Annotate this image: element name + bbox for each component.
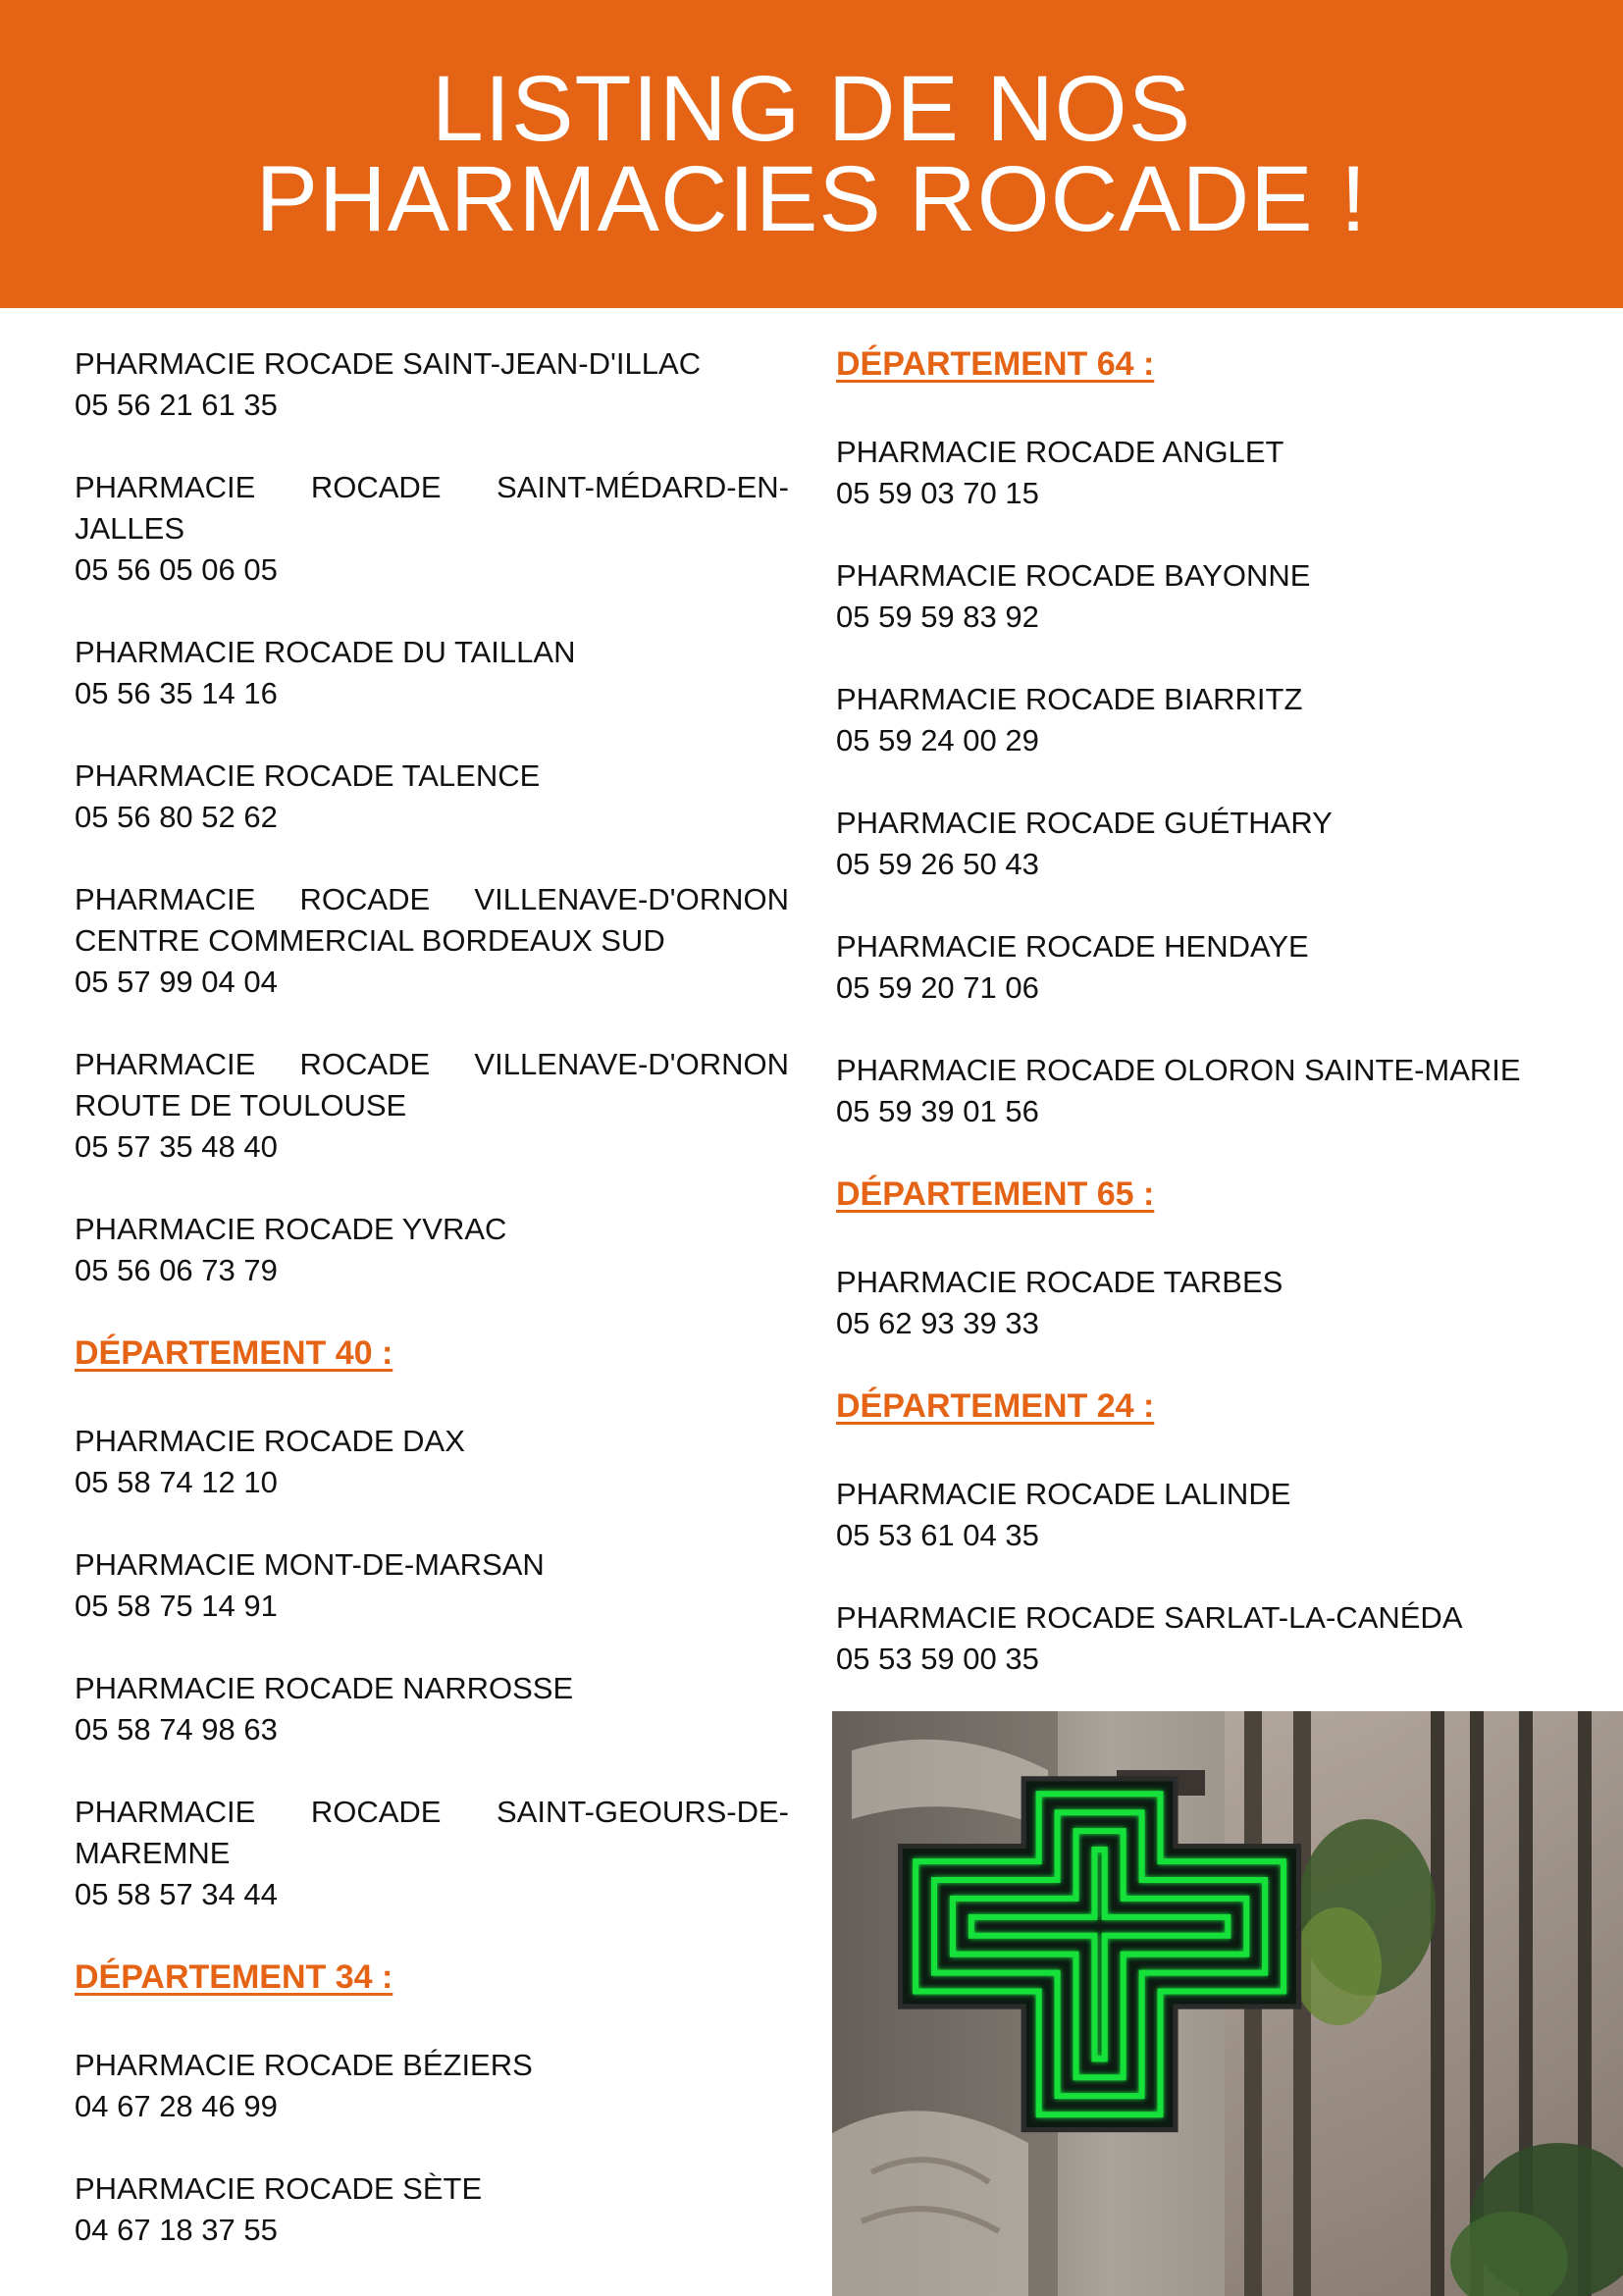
pharmacy-phone: 04 67 28 46 99 [75, 2089, 278, 2123]
pharmacy-phone: 05 59 24 00 29 [836, 723, 1039, 757]
department-heading-65: DÉPARTEMENT 65 : [836, 1175, 1155, 1213]
pharmacy-entry [75, 756, 789, 838]
department-heading-64: DÉPARTEMENT 64 : [836, 345, 1155, 383]
pharmacy-name: PHARMACIE ROCADE BIARRITZ [836, 682, 1303, 716]
pharmacy-entry [836, 1597, 1582, 1680]
pharmacy-phone: 05 56 35 14 16 [75, 676, 278, 710]
pharmacy-entry [75, 2045, 789, 2127]
department-heading-34: DÉPARTEMENT 34 : [75, 1958, 393, 1996]
pharmacy-name: PHARMACIE ROCADE TARBES [836, 1265, 1283, 1299]
pharmacy-name: PHARMACIE ROCADE GUÉTHARY [836, 806, 1333, 840]
department-heading-24: DÉPARTEMENT 24 : [836, 1387, 1155, 1425]
pharmacy-name: PHARMACIE ROCADE VILLENAVE-D'ORNON ROUTE DE TOULOUSE [75, 1047, 789, 1122]
pharmacy-entry [836, 1262, 1582, 1344]
pharmacy-phone: 05 57 99 04 04 [75, 965, 278, 999]
pharmacy-phone: 05 58 74 12 10 [75, 1465, 278, 1499]
pharmacy-phone: 05 53 61 04 35 [836, 1518, 1039, 1552]
pharmacy-name: PHARMACIE ROCADE BÉZIERS [75, 2048, 533, 2082]
pharmacy-entry [75, 632, 789, 714]
page-header [0, 0, 1623, 308]
pharmacy-phone: 05 56 06 73 79 [75, 1253, 278, 1287]
pharmacy-entry [836, 555, 1582, 638]
department-heading-40: DÉPARTEMENT 40 : [75, 1334, 393, 1372]
left-column [75, 343, 789, 2292]
pharmacy-name: PHARMACIE ROCADE SAINT-JEAN-D'ILLAC [75, 346, 702, 381]
pharmacy-entry [75, 1209, 789, 1291]
pharmacy-name: PHARMACIE ROCADE SAINT-MÉDARD-EN-JALLES [75, 470, 789, 546]
pharmacy-phone: 05 59 03 70 15 [836, 476, 1039, 510]
pharmacy-phone: 05 57 35 48 40 [75, 1129, 278, 1164]
pharmacy-entry [75, 1792, 789, 1915]
right-column [836, 343, 1582, 1721]
pharmacy-name: PHARMACIE MONT-DE-MARSAN [75, 1547, 545, 1582]
pharmacy-name: PHARMACIE ROCADE SAINT-GEOURS-DE-MAREMNE [75, 1795, 789, 1870]
pharmacy-name: PHARMACIE ROCADE YVRAC [75, 1212, 507, 1246]
page-title-line-1: LISTING DE NOS [431, 57, 1192, 161]
pharmacy-name: PHARMACIE ROCADE BAYONNE [836, 558, 1311, 593]
pharmacy-sign-illustration [832, 1711, 1623, 2296]
pharmacy-phone: 05 58 57 34 44 [75, 1877, 278, 1911]
pharmacy-phone: 05 58 74 98 63 [75, 1712, 278, 1747]
pharmacy-phone: 05 62 93 39 33 [836, 1306, 1039, 1340]
pharmacy-name: PHARMACIE ROCADE SARLAT-LA-CANÉDA [836, 1600, 1463, 1635]
page-title-line-2: PHARMACIES ROCADE ! [255, 147, 1368, 251]
pharmacy-phone: 05 56 05 06 05 [75, 552, 278, 587]
pharmacy-entry [75, 1421, 789, 1503]
pharmacy-phone: 05 59 20 71 06 [836, 970, 1039, 1005]
pharmacy-entry [75, 467, 789, 591]
pharmacy-entry [836, 926, 1582, 1009]
pharmacy-name: PHARMACIE ROCADE NARROSSE [75, 1671, 574, 1705]
pharmacy-entry [75, 1544, 789, 1627]
pharmacy-name: PHARMACIE ROCADE DAX [75, 1424, 465, 1458]
pharmacy-name: PHARMACIE ROCADE SÈTE [75, 2171, 483, 2206]
pharmacy-entry [836, 803, 1582, 885]
pharmacy-phone: 05 53 59 00 35 [836, 1642, 1039, 1676]
pharmacy-phone: 05 59 59 83 92 [836, 600, 1039, 634]
pharmacy-name: PHARMACIE ROCADE HENDAYE [836, 929, 1309, 964]
pharmacy-sign-photo [832, 1711, 1623, 2296]
pharmacy-entry [75, 2168, 789, 2251]
pharmacy-entry [75, 343, 789, 426]
pharmacy-name: PHARMACIE ROCADE ANGLET [836, 435, 1284, 469]
pharmacy-entry [75, 1044, 789, 1168]
pharmacy-name: PHARMACIE ROCADE TALENCE [75, 758, 541, 793]
pharmacy-phone: 05 58 75 14 91 [75, 1589, 278, 1623]
pharmacy-phone: 05 59 39 01 56 [836, 1094, 1039, 1128]
pharmacy-phone: 05 56 21 61 35 [75, 388, 278, 422]
pharmacy-phone: 05 59 26 50 43 [836, 847, 1039, 881]
pharmacy-name: PHARMACIE ROCADE LALINDE [836, 1477, 1291, 1511]
pharmacy-entry [836, 679, 1582, 761]
pharmacy-phone: 05 56 80 52 62 [75, 800, 278, 834]
pharmacy-entry [75, 879, 789, 1003]
pharmacy-entry [836, 432, 1582, 514]
pharmacy-name: PHARMACIE ROCADE OLORON SAINTE-MARIE [836, 1053, 1521, 1087]
pharmacy-name: PHARMACIE ROCADE DU TAILLAN [75, 635, 576, 669]
pharmacy-name: PHARMACIE ROCADE VILLENAVE-D'ORNON CENTRE COMMERCIAL BORDEAUX SUD [75, 882, 789, 958]
pharmacy-phone: 04 67 18 37 55 [75, 2213, 278, 2247]
pharmacy-entry [836, 1474, 1582, 1556]
pharmacy-entry [75, 1668, 789, 1750]
pharmacy-entry [836, 1050, 1582, 1132]
